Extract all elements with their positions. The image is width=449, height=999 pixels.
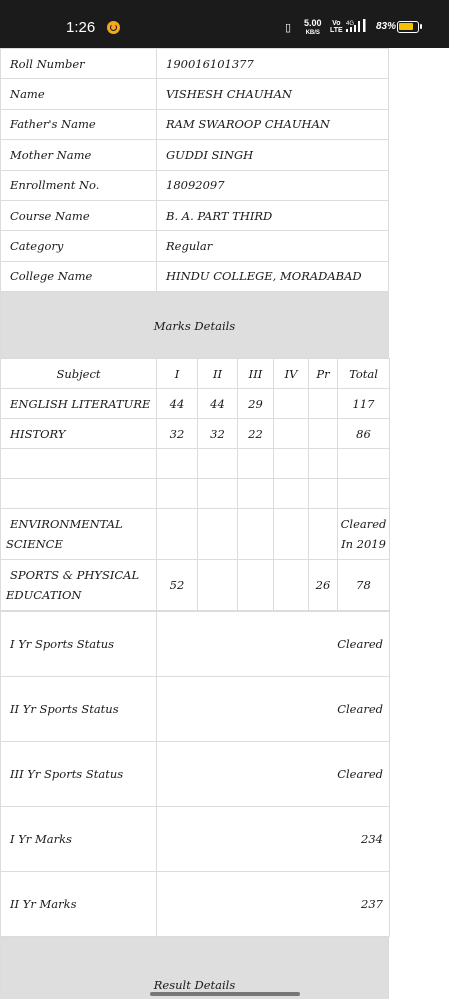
subject-name: ENGLISH LITERATURE [1, 389, 157, 419]
battery-percent: 83% [376, 21, 397, 32]
info-label: Roll Number [1, 49, 157, 79]
subject-name: ENVIRONMENTAL SCIENCE [1, 509, 157, 560]
clock: 1:26 [66, 19, 96, 36]
mark-cell [274, 560, 309, 611]
info-value: Regular [157, 231, 389, 261]
status-value: Cleared [157, 742, 390, 807]
marks-column-header: Pr [309, 359, 338, 389]
info-label: Father's Name [1, 109, 157, 139]
mark-cell [157, 449, 198, 479]
marks-header-row [1, 359, 390, 389]
info-value: 18092097 [157, 170, 389, 200]
network-speed: 5.00 KB/S [304, 18, 322, 36]
info-value: RAM SWAROOP CHAUHAN [157, 109, 389, 139]
mark-cell: 32 [198, 419, 238, 449]
info-label: College Name [1, 261, 157, 291]
mark-cell [198, 449, 238, 479]
info-value: B. A. PART THIRD [157, 200, 389, 230]
status-value: Cleared [157, 677, 390, 742]
info-row [1, 109, 389, 139]
battery-icon [397, 21, 419, 33]
mark-cell: 26 [309, 560, 338, 611]
marks-column-header: II [198, 359, 238, 389]
mark-cell [274, 389, 309, 419]
info-row [1, 49, 389, 79]
info-row [1, 200, 389, 230]
mark-cell [309, 389, 338, 419]
status-row [1, 677, 390, 742]
mark-cell: 52 [157, 560, 198, 611]
subject-name [1, 479, 157, 509]
mark-cell [309, 419, 338, 449]
table-row [1, 419, 390, 449]
mark-cell [238, 449, 274, 479]
mark-cell [238, 560, 274, 611]
mark-cell [198, 509, 238, 560]
status-value: 234 [157, 807, 390, 872]
mark-cell [198, 479, 238, 509]
mark-cell [238, 479, 274, 509]
status-table [0, 611, 390, 937]
info-label: Course Name [1, 200, 157, 230]
status-value: 237 [157, 872, 390, 937]
info-row [1, 231, 389, 261]
mark-cell [309, 449, 338, 479]
status-bar [0, 0, 449, 48]
subject-name [1, 449, 157, 479]
info-label: Mother Name [1, 140, 157, 170]
status-row [1, 612, 390, 677]
mark-cell: Cleared In 2019 [338, 509, 390, 560]
status-row [1, 872, 390, 937]
mark-cell [309, 479, 338, 509]
result-details-title: Result Details [153, 978, 236, 993]
signal-icon [346, 19, 372, 33]
marks-section-header [0, 292, 389, 358]
mark-cell: 86 [338, 419, 390, 449]
status-label: I Yr Marks [1, 807, 157, 872]
mark-cell: 78 [338, 560, 390, 611]
info-value: GUDDI SINGH [157, 140, 389, 170]
mark-cell: 44 [157, 389, 198, 419]
mark-cell: 44 [198, 389, 238, 419]
result-page [0, 48, 389, 999]
status-value: Cleared [157, 612, 390, 677]
mark-cell [238, 509, 274, 560]
marks-table [0, 358, 390, 611]
info-value: VISHESH CHAUHAN [157, 79, 389, 109]
info-row [1, 261, 389, 291]
page-margin [389, 48, 449, 999]
status-row [1, 742, 390, 807]
status-label: II Yr Marks [1, 872, 157, 937]
status-label: II Yr Sports Status [1, 677, 157, 742]
mark-cell [274, 479, 309, 509]
mark-cell [157, 509, 198, 560]
info-label: Enrollment No. [1, 170, 157, 200]
subject-name: SPORTS & PHYSICAL EDUCATION [1, 560, 157, 611]
mark-cell: 32 [157, 419, 198, 449]
status-row [1, 807, 390, 872]
info-row [1, 140, 389, 170]
status-label: I Yr Sports Status [1, 612, 157, 677]
marks-column-header: I [157, 359, 198, 389]
subject-name: HISTORY [1, 419, 157, 449]
mark-cell: 29 [238, 389, 274, 419]
mark-cell [198, 560, 238, 611]
info-row [1, 79, 389, 109]
info-value: 190016101377 [157, 49, 389, 79]
vibrate-icon: ▯ [285, 22, 291, 34]
mark-cell [309, 509, 338, 560]
mark-cell [338, 479, 390, 509]
mark-cell [157, 479, 198, 509]
info-label: Name [1, 79, 157, 109]
marks-column-header: Total [338, 359, 390, 389]
marks-column-header: Subject [1, 359, 157, 389]
table-row [1, 509, 390, 560]
table-row [1, 389, 390, 419]
home-indicator[interactable] [150, 992, 300, 996]
mark-cell: 117 [338, 389, 390, 419]
volte-icon: Vo LTE [330, 20, 343, 34]
svg-text:4G: 4G [346, 21, 355, 27]
marks-column-header: IV [274, 359, 309, 389]
info-row [1, 170, 389, 200]
mark-cell: 22 [238, 419, 274, 449]
mark-cell [274, 449, 309, 479]
result-section-header [0, 937, 389, 999]
table-row [1, 560, 390, 611]
info-value: HINDU COLLEGE, MORADABAD [157, 261, 389, 291]
whatsapp-notification-icon [107, 21, 120, 34]
marks-details-title: Marks Details [153, 319, 236, 334]
table-row [1, 449, 390, 479]
info-label: Category [1, 231, 157, 261]
marks-column-header: III [238, 359, 274, 389]
table-row [1, 479, 390, 509]
mark-cell [338, 449, 390, 479]
student-info-table [0, 48, 389, 292]
mark-cell [274, 419, 309, 449]
mark-cell [274, 509, 309, 560]
status-label: III Yr Sports Status [1, 742, 157, 807]
